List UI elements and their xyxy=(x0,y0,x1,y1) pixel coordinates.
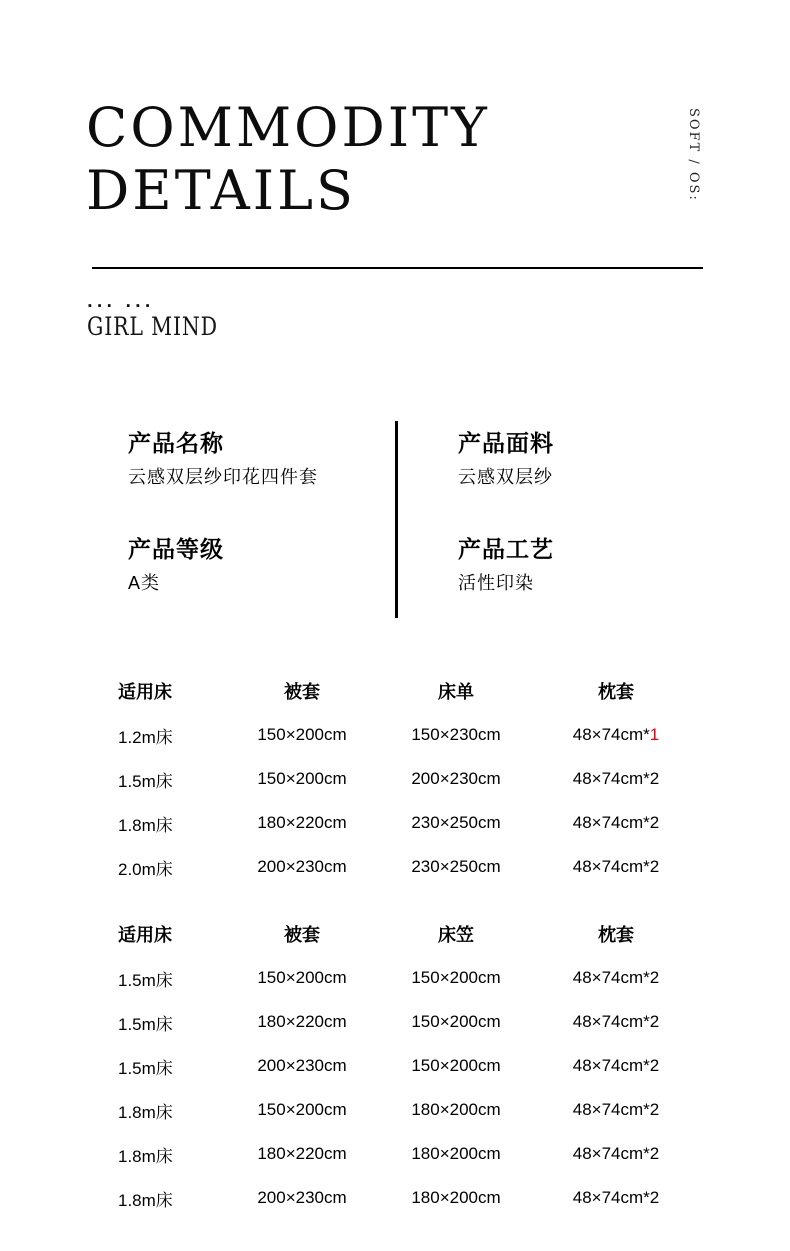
fitted-sheet-cell: 180×200cm xyxy=(411,1144,501,1163)
fitted-sheet-cell: 150×200cm xyxy=(411,968,501,987)
pillowcase-cell: 48×74cm*2 xyxy=(572,813,660,832)
horizontal-divider xyxy=(92,267,703,269)
brand-dots: ... ... xyxy=(87,293,155,311)
duvet-cover-cell: 180×220cm xyxy=(257,1144,347,1163)
product-name-label: 产品名称 xyxy=(128,430,224,456)
pillowcase-cell: 48×74cm*2 xyxy=(572,1012,660,1031)
duvet-cover-cell: 150×200cm xyxy=(257,769,347,788)
column-header-fitted: 床笠 xyxy=(438,925,474,945)
bed-sheet-cell: 230×250cm xyxy=(411,857,501,876)
duvet-cover-cell: 180×220cm xyxy=(257,1012,347,1031)
pillowcase-cell: 48×74cm*2 xyxy=(572,1100,660,1119)
pillowcase-cell: 48×74cm*2 xyxy=(572,968,660,987)
pillowcase-cell: 48×74cm*2 xyxy=(572,857,660,876)
vertical-divider xyxy=(395,421,398,618)
fitted-sheet-cell: 180×200cm xyxy=(411,1100,501,1119)
duvet-cover-cell: 200×230cm xyxy=(257,857,347,876)
size-table-fitted-sheet-set xyxy=(118,912,686,1220)
bed-size-cell: 1.8m床 xyxy=(118,1146,173,1166)
product-grade-block xyxy=(128,536,224,594)
pillowcase-cell: 48×74cm* 1 xyxy=(572,725,660,744)
product-grade-value: A类 xyxy=(128,573,161,593)
page-title xyxy=(86,96,490,222)
pillow-count-accent: 1 xyxy=(649,725,660,744)
pillowcase-cell: 48×74cm*2 xyxy=(572,1144,660,1163)
fitted-sheet-cell: 150×200cm xyxy=(411,1056,501,1075)
duvet-cover-cell: 150×200cm xyxy=(257,1100,347,1119)
product-craft-value: 活性印染 xyxy=(458,573,534,593)
bed-size-cell: 1.8m床 xyxy=(118,1190,173,1210)
product-fabric-block xyxy=(458,430,554,488)
product-grade-label: 产品等级 xyxy=(128,536,224,562)
column-header-pillow: 枕套 xyxy=(598,925,634,945)
bed-size-cell: 1.5m床 xyxy=(118,970,173,990)
bed-size-cell: 1.5m床 xyxy=(118,771,173,791)
bed-size-cell: 1.8m床 xyxy=(118,1102,173,1122)
bed-sheet-cell: 150×230cm xyxy=(411,725,501,744)
brand-name: GIRL MIND xyxy=(87,312,218,341)
bed-size-cell: 1.5m床 xyxy=(118,1058,173,1078)
bed-size-cell: 1.5m床 xyxy=(118,1014,173,1034)
product-name-value: 云感双层纱印花四件套 xyxy=(128,467,318,487)
column-header-bed: 适用床 xyxy=(118,925,172,945)
page-title-line1: COMMODITY xyxy=(86,96,490,159)
bed-sheet-cell: 230×250cm xyxy=(411,813,501,832)
pillowcase-cell: 48×74cm*2 xyxy=(572,769,660,788)
vertical-side-label: SOFT / OS: xyxy=(686,108,701,202)
pillowcase-cell: 48×74cm*2 xyxy=(572,1188,660,1207)
duvet-cover-cell: 150×200cm xyxy=(257,968,347,987)
product-craft-block xyxy=(458,536,554,594)
product-name-block xyxy=(128,430,318,488)
column-header-pillow: 枕套 xyxy=(598,682,634,702)
product-craft-label: 产品工艺 xyxy=(458,536,554,562)
bed-sheet-cell: 200×230cm xyxy=(411,769,501,788)
product-fabric-label: 产品面料 xyxy=(458,430,554,456)
bed-size-cell: 1.8m床 xyxy=(118,815,173,835)
column-header-sheet: 床单 xyxy=(438,682,474,702)
bed-size-cell: 1.2m床 xyxy=(118,727,173,747)
duvet-cover-cell: 180×220cm xyxy=(257,813,347,832)
fitted-sheet-cell: 180×200cm xyxy=(411,1188,501,1207)
column-header-duvet: 被套 xyxy=(284,925,320,945)
duvet-cover-cell: 200×230cm xyxy=(257,1056,347,1075)
size-table-sheet-set xyxy=(118,669,686,889)
bed-size-cell: 2.0m床 xyxy=(118,859,173,879)
fitted-sheet-cell: 150×200cm xyxy=(411,1012,501,1031)
column-header-bed: 适用床 xyxy=(118,682,172,702)
duvet-cover-cell: 150×200cm xyxy=(257,725,347,744)
product-fabric-value: 云感双层纱 xyxy=(458,467,553,487)
pillowcase-cell: 48×74cm*2 xyxy=(572,1056,660,1075)
page-title-line2: DETAILS xyxy=(86,159,356,222)
duvet-cover-cell: 200×230cm xyxy=(257,1188,347,1207)
column-header-duvet: 被套 xyxy=(284,682,320,702)
